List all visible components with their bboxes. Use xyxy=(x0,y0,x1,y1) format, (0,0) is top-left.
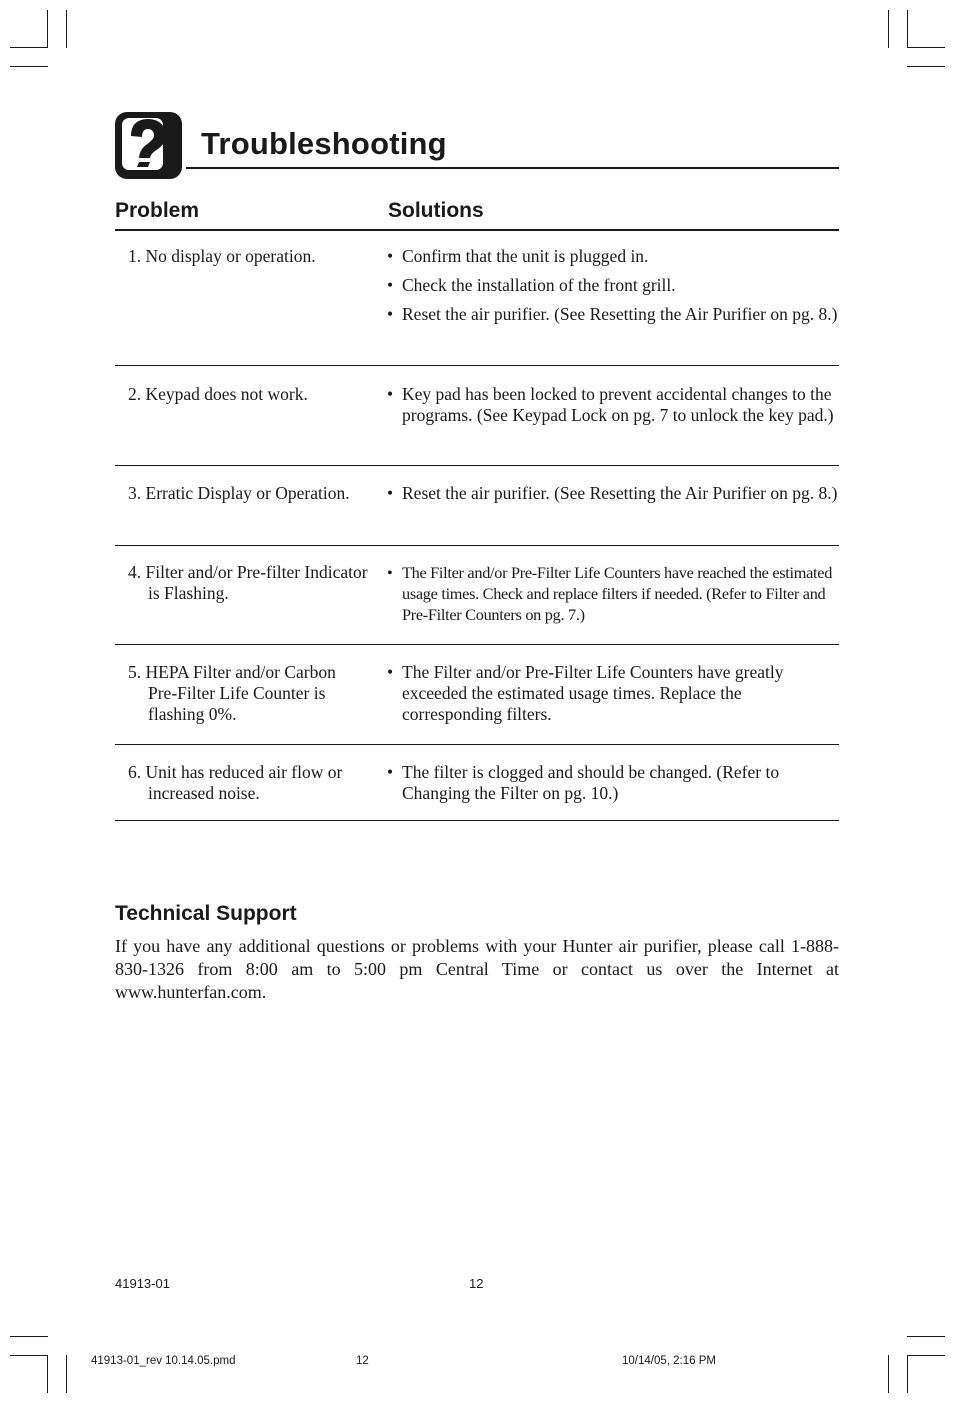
doc-number: 41913-01 xyxy=(115,1276,170,1291)
slug-page: 12 xyxy=(356,1355,369,1367)
problem-text: 6. Unit has reduced air flow or increased noise. xyxy=(128,762,343,803)
problem-text: 5. HEPA Filter and/or Carbon Pre-Filter Life Counter is flashing 0%. xyxy=(128,662,336,724)
solution-item: • Confirm that the unit is plugged in. xyxy=(387,246,839,267)
table-row xyxy=(115,546,839,645)
support-heading: Technical Support xyxy=(115,902,297,925)
crop-mark xyxy=(47,1355,48,1393)
crop-mark xyxy=(907,47,945,48)
table-row xyxy=(115,366,839,466)
solution-item: • The Filter and/or Pre-Filter Life Counters have reached the estimated usage times. Check and replace filters if needed. (Refer to Filter and Pre-Filter Counters on pg. 7.) xyxy=(387,562,839,625)
solution-item: • Check the installation of the front grill. xyxy=(387,275,839,296)
table-row xyxy=(115,745,839,821)
solution-list xyxy=(387,762,839,812)
solution-list xyxy=(387,662,839,733)
column-header-problem: Problem xyxy=(115,199,200,222)
problem-text: 3. Erratic Display or Operation. xyxy=(128,483,350,503)
crop-mark xyxy=(10,1355,48,1356)
solution-item: • The filter is clogged and should be changed. (Refer to Changing the Filter on pg. 10.) xyxy=(387,762,839,804)
crop-mark xyxy=(10,1336,48,1337)
problem-text: 2. Keypad does not work. xyxy=(128,384,308,404)
support-text: If you have any additional questions or problems with your Hunter air purifier, please call 1-888-830-1326 from 8:00 am to 5:00 pm Central Time or contact us over the Internet at www.hunterfan.com. xyxy=(115,936,839,1002)
crop-mark xyxy=(907,1336,945,1337)
solution-list xyxy=(387,483,839,512)
table-row xyxy=(115,645,839,745)
table-row xyxy=(115,466,839,546)
title-rule xyxy=(186,167,839,169)
crop-mark xyxy=(10,66,48,67)
crop-mark xyxy=(907,1355,945,1356)
problem-text: 1. No display or operation. xyxy=(128,246,316,266)
solution-item: • Key pad has been locked to prevent accidental changes to the programs. (See Keypad Lock on pg. 7 to unlock the key pad.) xyxy=(387,384,839,426)
solution-list xyxy=(387,384,839,434)
crop-mark xyxy=(66,10,67,48)
problem-text: 4. Filter and/or Pre-filter Indicator is Flashing. xyxy=(128,562,368,603)
solution-list xyxy=(387,246,839,333)
crop-mark xyxy=(907,10,908,48)
page-number: 12 xyxy=(469,1276,484,1291)
page-title: Troubleshooting xyxy=(201,126,447,161)
table-row xyxy=(115,231,839,366)
solution-item: • Reset the air purifier. (See Resetting the Air Purifier on pg. 8.) xyxy=(387,304,839,325)
slug-date: 10/14/05, 2:16 PM xyxy=(622,1355,716,1367)
crop-mark xyxy=(888,1355,889,1393)
crop-mark xyxy=(888,10,889,48)
crop-mark xyxy=(907,1355,908,1393)
crop-mark xyxy=(907,66,945,67)
solution-list xyxy=(387,562,839,633)
crop-mark xyxy=(10,47,48,48)
crop-mark xyxy=(66,1355,67,1393)
column-header-solutions: Solutions xyxy=(388,199,484,222)
slug-file: 41913-01_rev 10.14.05.pmd xyxy=(91,1355,236,1367)
solution-item: • The Filter and/or Pre-Filter Life Counters have greatly exceeded the estimated usage times. Replace the corresponding filters. xyxy=(387,662,839,725)
crop-mark xyxy=(47,10,48,48)
question-mark-icon xyxy=(115,112,182,179)
solution-item: • Reset the air purifier. (See Resetting the Air Purifier on pg. 8.) xyxy=(387,483,839,504)
